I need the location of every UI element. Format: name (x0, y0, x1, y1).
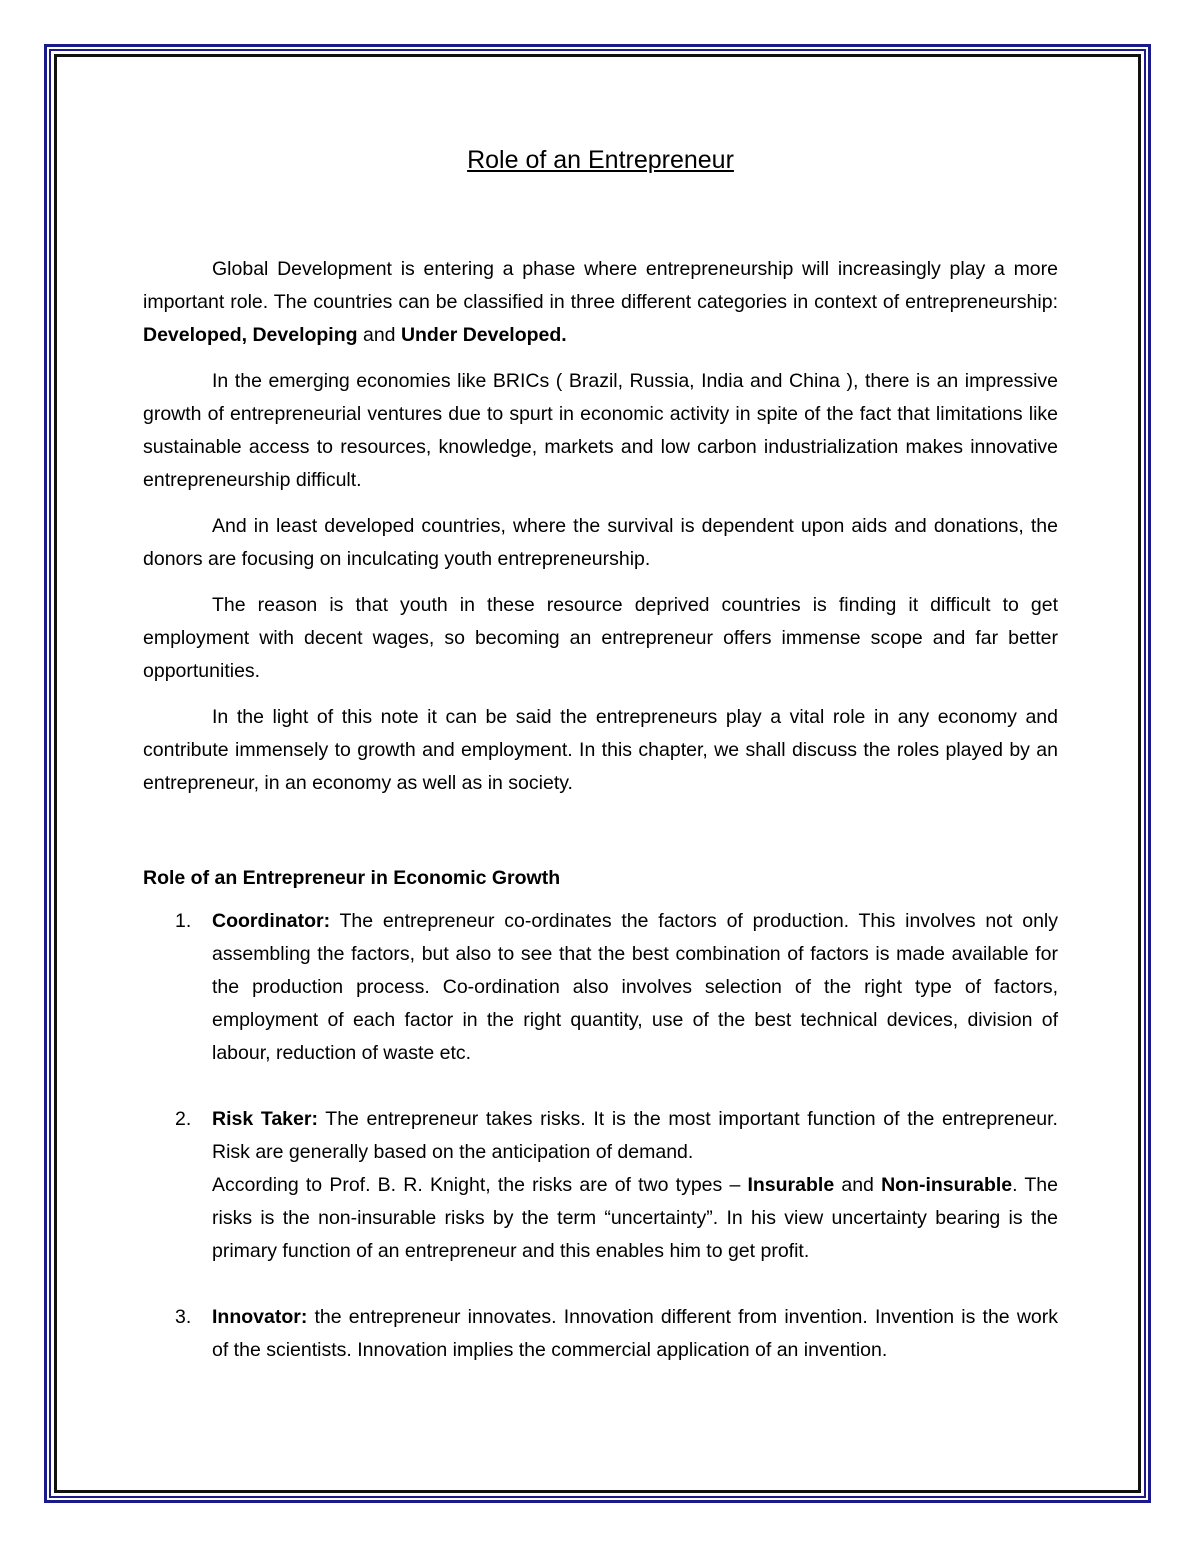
page-title: Role of an Entrepreneur (467, 146, 734, 174)
item-label: Coordinator: (212, 910, 331, 932)
bold-insurable: Insurable (747, 1174, 835, 1196)
list-number: 3. (175, 1306, 192, 1328)
bold-categories: Developed, Developing (143, 324, 358, 346)
paragraph-conclusion: In the light of this note it can be said the entrepreneurs play a vital role in any economy and contribute immensely to growth and employment. In this chapter, we shall discuss the roles played by an entrepreneur, in an economy as well as in society. (143, 706, 1058, 794)
list-item-risk-taker: 2. Risk Taker: The entrepreneur takes risks. It is the most important function of the entrepreneur. Risk are generally based on the anticipation of demand. According to Prof. B. R. Knight, the risks are of two types – Insurable and Non-insurable. The risks is the non-insurable risks by the term “uncertainty”. In his view uncertainty bearing is the primary function of an entrepreneur and this enables him to get profit. (143, 1103, 1058, 1268)
paragraph-youth: The reason is that youth in these resource deprived countries is finding it difficult to get employment with decent wages, so becoming an entrepreneur offers immense scope and far better opportunities. (143, 594, 1058, 682)
list-item-innovator (143, 1301, 1058, 1367)
item-label: Innovator: (212, 1306, 308, 1328)
paragraph-brics: In the emerging economies like BRICs ( Brazil, Russia, India and China ), there is an impressive growth of entrepreneurial ventures due to spurt in economic activity in spite of the fact that limitations like sustainable access to resources, knowledge, markets and low carbon industrialization makes innovative entrepreneurship difficult. (143, 370, 1058, 491)
item-text: the entrepreneur innovates. Innovation different from invention. Invention is the work of the scientists. Innovation implies the commercial application of an invention. (212, 1306, 1058, 1361)
item-text: The entrepreneur takes risks. It is the most important function of the entrepreneur. Risk are generally based on the anticipation of demand. (212, 1108, 1058, 1163)
item-label: Risk Taker: (212, 1108, 318, 1130)
list-number: 2. (175, 1108, 192, 1130)
list-number: 1. (175, 910, 192, 932)
bold-underdeveloped: Under Developed. (400, 324, 567, 346)
document-body (143, 146, 1058, 1400)
roles-list (143, 905, 1058, 1367)
list-item-coordinator (143, 905, 1058, 1070)
section-heading: Role of an Entrepreneur in Economic Growth (143, 867, 561, 889)
paragraph-least-developed: And in least developed countries, where the survival is dependent upon aids and donations, the donors are focusing on inculcating youth entrepreneurship. (143, 515, 1058, 570)
paragraph-intro: Global Development is entering a phase where entrepreneurship will increasingly play a more important role. The countries can be classified in three different categories in context of entrepreneurship: Developed, Developing and Under Developed. (143, 258, 1058, 346)
item-text: The entrepreneur co-ordinates the factors of production. This involves not only assembling the factors, but also to see that the best combination of factors is made available for the production process. Co-ordination also involves selection of the right type of factors, employment of each factor in the right quantity, use of the best technical devices, division of labour, reduction of waste etc. (212, 910, 1058, 1064)
bold-non-insurable: Non-insurable (881, 1174, 1013, 1196)
